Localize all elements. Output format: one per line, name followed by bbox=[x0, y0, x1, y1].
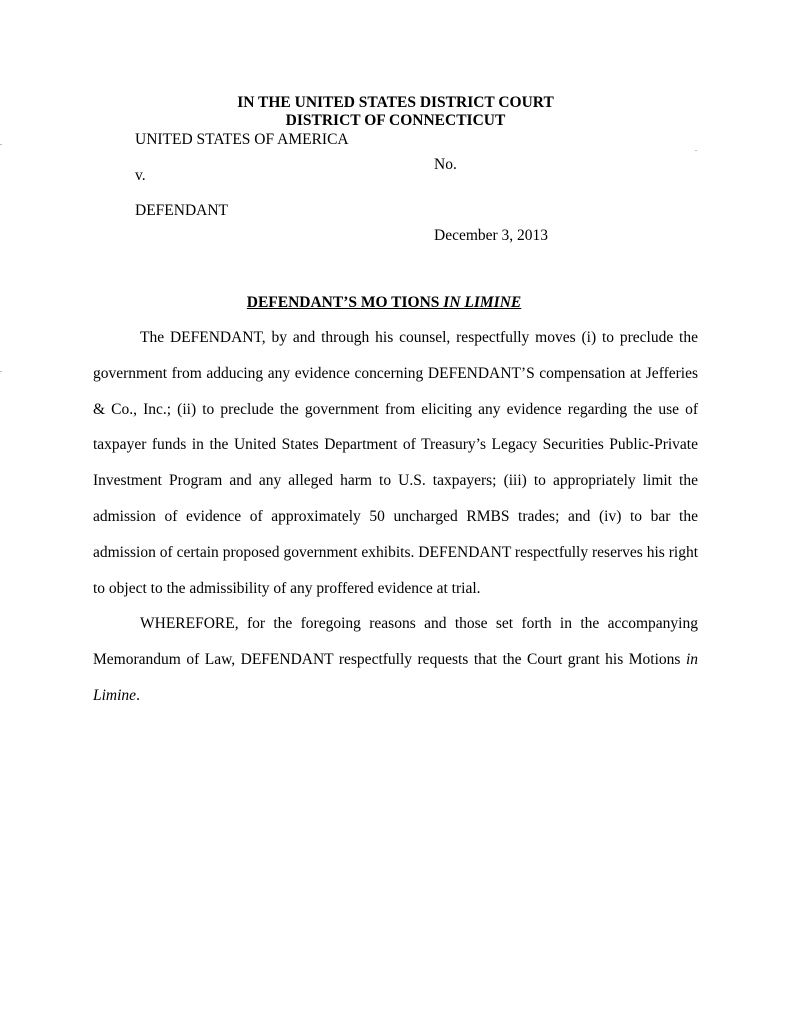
document-title bbox=[0, 294, 768, 312]
court-district: DISTRICT OF CONNECTICUT bbox=[285, 112, 506, 129]
caption-plaintiff: UNITED STATES OF AMERICA bbox=[135, 131, 349, 148]
margin-mark bbox=[695, 150, 697, 151]
case-number-label: No. bbox=[434, 156, 457, 173]
document-body bbox=[93, 320, 698, 714]
margin-mark bbox=[0, 371, 2, 372]
caption-versus: v. bbox=[135, 167, 146, 184]
wherefore-paragraph-italic: in Limine bbox=[93, 651, 698, 704]
margin-mark bbox=[0, 144, 2, 145]
wherefore-paragraph-text: WHEREFORE, for the foregoing reasons and those set forth in the accompanying Memorandum of Law, DEFENDANT respectfully requests that the Court grant his Motions bbox=[93, 615, 698, 669]
document-title-main: DEFENDANT’S MO TIONS bbox=[246, 294, 444, 311]
caption-defendant: DEFENDANT bbox=[135, 202, 228, 219]
court-name: IN THE UNITED STATES DISTRICT COURT bbox=[237, 94, 554, 111]
motion-paragraph-text: The DEFENDANT, by and through his counsel, respectfully moves (i) to preclude the government from adducing any evidence concerning DEFENDANT’S compensation at Jefferies & Co., Inc.; (ii) to preclude the government from eliciting any evidence regarding the use of taxpayer funds in the United States Department of Treasury’s Legacy Securities Public-Private Investment Program and any alleged harm to U.S. taxpayers; (iii) to appropriately limit the admission of evidence of approximately 50 uncharged RMBS trades; and (iv) to bar the admission of certain proposed government exhibits. DEFENDANT respectfully reserves his right to object to the admissibility of any proffered evidence at trial. bbox=[93, 329, 698, 597]
motion-paragraph bbox=[93, 320, 698, 606]
document-title-italic: IN LIMINE bbox=[443, 294, 522, 311]
wherefore-paragraph-end: . bbox=[136, 686, 140, 704]
filing-date: December 3, 2013 bbox=[434, 227, 549, 244]
wherefore-paragraph bbox=[93, 606, 698, 713]
